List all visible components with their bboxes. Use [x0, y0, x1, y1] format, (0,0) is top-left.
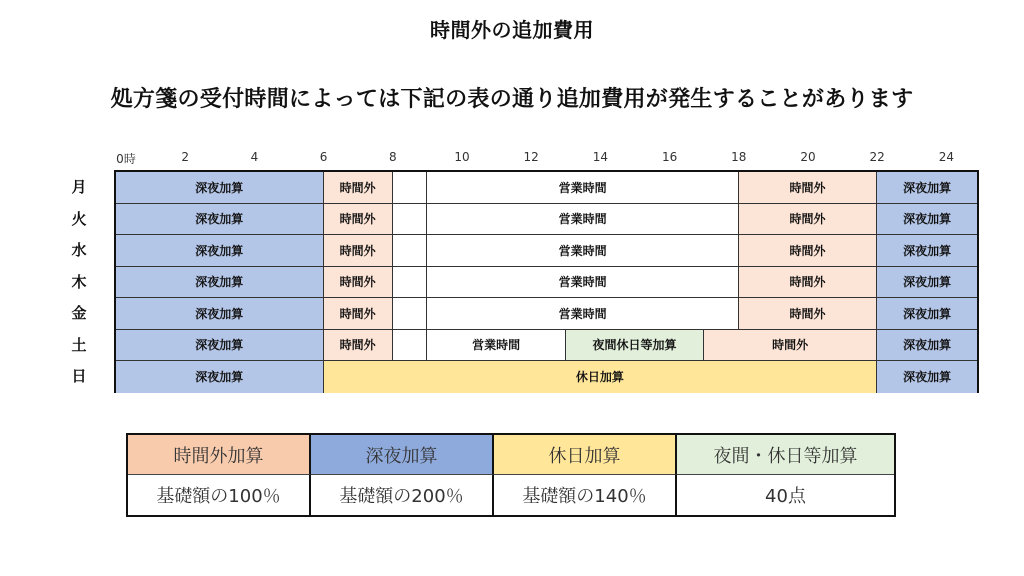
legend-value-holiday: 基礎額の140％	[494, 475, 677, 515]
schedule-cell-business	[393, 330, 428, 362]
schedule-cell-late-night: 深夜加算	[877, 298, 977, 330]
schedule-cell-late-night: 深夜加算	[116, 172, 324, 204]
legend-value-overtime: 基礎額の100％	[128, 475, 311, 515]
fee-legend-table	[126, 433, 896, 517]
schedule-grid	[114, 170, 979, 393]
schedule-cell-overtime: 時間外	[324, 330, 393, 362]
schedule-cell-late-night: 深夜加算	[877, 330, 977, 362]
axis-tick-label: 14	[592, 150, 609, 164]
schedule-cell-night-holiday: 夜間休日等加算	[566, 330, 704, 362]
schedule-cell-overtime: 時間外	[324, 267, 393, 299]
axis-tick-label: 16	[661, 150, 678, 164]
axis-tick-label: 2	[181, 150, 190, 164]
schedule-cell-late-night: 深夜加算	[116, 298, 324, 330]
schedule-cell-overtime: 時間外	[324, 172, 393, 204]
schedule-cell-business: 営業時間	[427, 204, 738, 236]
axis-tick-label: 18	[731, 150, 747, 164]
schedule-cell-late-night: 深夜加算	[877, 361, 977, 393]
schedule-cell-late-night: 深夜加算	[877, 267, 977, 299]
axis-tick-label: 4	[250, 150, 259, 164]
schedule-cell-business	[393, 172, 428, 204]
legend-header-overtime: 時間外加算	[128, 435, 311, 475]
schedule-cell-business	[393, 298, 428, 330]
schedule-cell-late-night: 深夜加算	[116, 361, 324, 393]
day-label: 木	[71, 272, 87, 291]
legend-value-late-night: 基礎額の200％	[311, 475, 494, 515]
page-title: 時間外の追加費用	[430, 18, 594, 42]
schedule-cell-business	[393, 204, 428, 236]
schedule-cell-late-night: 深夜加算	[877, 204, 977, 236]
schedule-cell-overtime: 時間外	[324, 204, 393, 236]
axis-tick-label: 20	[800, 150, 816, 164]
schedule-cell-business: 営業時間	[427, 330, 565, 362]
day-label: 水	[71, 241, 87, 259]
legend-value-night-holiday: 40点	[765, 486, 806, 507]
schedule-cell-late-night: 深夜加算	[116, 267, 324, 299]
day-label: 土	[71, 335, 87, 354]
day-label: 金	[71, 304, 87, 322]
axis-tick-label: 24	[938, 150, 955, 164]
axis-tick-label: 22	[869, 150, 885, 164]
legend-header-late-night: 深夜加算	[311, 435, 494, 475]
schedule-cell-overtime: 時間外	[739, 204, 877, 236]
schedule-cell-late-night: 深夜加算	[116, 330, 324, 362]
schedule-cell-overtime: 時間外	[739, 298, 877, 330]
schedule-cell-overtime: 時間外	[739, 172, 877, 204]
day-label: 日	[71, 367, 87, 385]
schedule-cell-late-night: 深夜加算	[877, 172, 977, 204]
schedule-cell-late-night: 深夜加算	[116, 235, 324, 267]
schedule-cell-business: 営業時間	[427, 267, 738, 299]
schedule-cell-business: 営業時間	[427, 298, 738, 330]
schedule-cell-business: 営業時間	[427, 172, 738, 204]
schedule-cell-business	[393, 267, 428, 299]
schedule-cell-business	[393, 235, 428, 267]
legend-header-night-holiday: 夜間・休日等加算	[677, 435, 894, 475]
schedule-cell-late-night: 深夜加算	[877, 235, 977, 267]
schedule-cell-overtime: 時間外	[739, 235, 877, 267]
legend-header-holiday: 休日加算	[494, 435, 677, 475]
schedule-cell-overtime: 時間外	[324, 298, 393, 330]
axis-tick-label: 12	[523, 150, 539, 164]
day-label: 月	[71, 178, 87, 196]
schedule-cell-overtime: 時間外	[324, 235, 393, 267]
axis-tick-label: 0時	[116, 152, 136, 166]
axis-tick-label: 8	[388, 150, 397, 164]
schedule-cell-overtime: 時間外	[739, 267, 877, 299]
axis-tick-label: 6	[319, 150, 328, 164]
day-label: 火	[71, 209, 87, 228]
schedule-cell-business: 営業時間	[427, 235, 738, 267]
schedule-cell-overtime: 時間外	[704, 330, 877, 362]
axis-tick-label: 10	[454, 150, 470, 164]
page-subtitle: 処方箋の受付時間によっては下記の表の通り追加費用が発生することがあります	[110, 87, 914, 112]
schedule-cell-late-night: 深夜加算	[116, 204, 324, 236]
schedule-cell-holiday: 休日加算	[324, 361, 878, 393]
